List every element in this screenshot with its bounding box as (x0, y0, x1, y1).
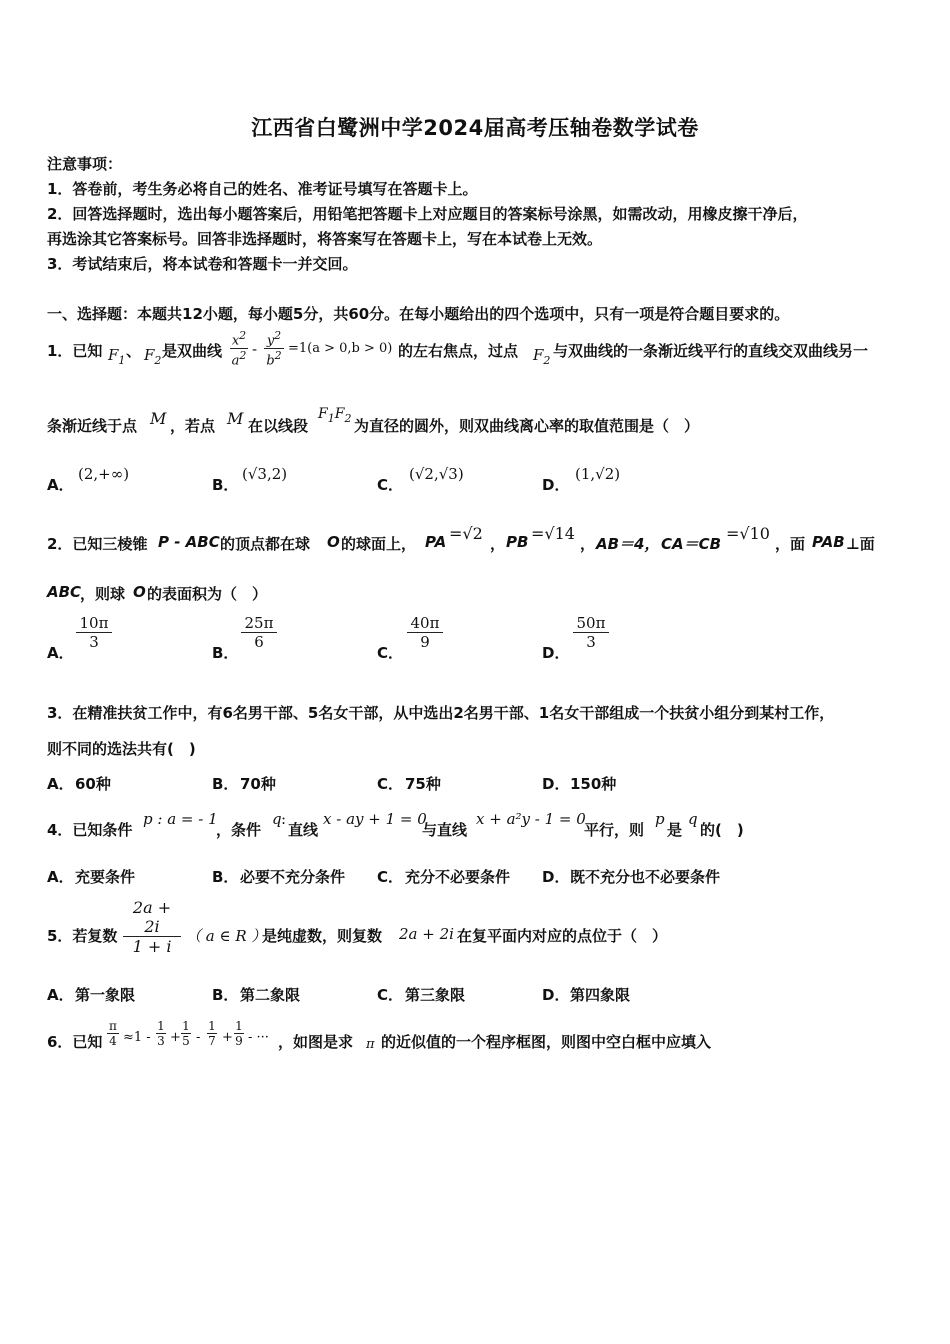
q4-colon: : (281, 810, 287, 828)
q6-term-4: 1 9 (235, 1019, 243, 1048)
q3-option-b-label: B． (212, 775, 239, 793)
q4-text-6: 是 (667, 821, 683, 839)
q2-text-4: ，面 (775, 535, 806, 553)
q4-option-b: 必要不充分条件 (240, 868, 346, 886)
q5-option-a-label: A． (47, 986, 74, 1004)
q1-option-d: (1,√2) (575, 465, 621, 483)
q3-option-b: 70种 (240, 775, 276, 793)
q4-option-c-label: C． (377, 868, 404, 886)
q2-text-7: 的表面积为（ ） (147, 585, 268, 603)
q4-text-3: 直线 (288, 821, 319, 839)
q2-O-b: O (133, 583, 146, 601)
q5-text-1: 5．若复数 (47, 927, 118, 945)
q1-minus: - (252, 340, 258, 358)
q4-option-a-label: A． (47, 868, 74, 886)
q2-pabc: P - ABC (158, 533, 220, 551)
q1-option-a-label: A． (47, 476, 74, 494)
q2-pa: PA (425, 533, 447, 551)
q1-option-d-label: D． (542, 476, 570, 494)
notice-item-3: 3．考试结束后，将本试卷和答题卡一并交回。 (47, 255, 358, 273)
q2-text-6: ，则球 (80, 585, 126, 603)
q6-text-3: 的近似值的一个程序框图，则图中空白框中应填入 (381, 1033, 712, 1051)
q5-option-b-label: B． (212, 986, 239, 1004)
q5-condition: （ a ∈ R ） (186, 927, 267, 945)
q6-text-2: ，如图是求 (278, 1033, 354, 1051)
q1-text-1: 1．已知 (47, 342, 103, 360)
q1-frac-x: $x^2$ $a^2$ (231, 329, 247, 369)
q2-pb: PB (506, 533, 529, 551)
q6-term-3: 1 7 (208, 1019, 216, 1048)
q2-option-d: 50π 3 (573, 614, 609, 651)
q4-option-d: 既不充分也不必要条件 (570, 868, 721, 886)
q4-line-1: x - ay + 1 = 0 (323, 810, 427, 828)
q6-plus-2: + (222, 1030, 233, 1045)
q3-option-a-label: A． (47, 775, 74, 793)
q4-option-b-label: B． (212, 868, 239, 886)
q6-plus-1: + (170, 1030, 181, 1045)
q1-frac-y: $y^2$ $b^2$ (264, 329, 284, 369)
q2-option-d-label: D． (542, 644, 570, 662)
q2-option-a: 10π 3 (76, 614, 112, 651)
q6-approx: ≈1 - (123, 1030, 151, 1045)
q1-option-a: (2,+∞) (78, 465, 130, 483)
q3-option-d-label: D． (542, 775, 570, 793)
q2-option-c: 40π 9 (407, 614, 443, 651)
q4-text-1: 4．已知条件 (47, 821, 133, 839)
notice-heading: 注意事项： (47, 155, 123, 173)
q1-sep: 、 (126, 342, 142, 360)
q1-M: M (150, 409, 167, 428)
q4-text-2: ，条件 (216, 821, 262, 839)
q4-option-d-label: D． (542, 868, 570, 886)
q1-option-b-label: B． (212, 476, 239, 494)
q2-text-1: 2．已知三棱锥 (47, 535, 148, 553)
q4-text-4: 与直线 (422, 821, 468, 839)
q2-option-c-label: C． (377, 644, 404, 662)
q1-text-3: 的左右焦点，过点 (398, 342, 519, 360)
q6-text-1: 6．已知 (47, 1033, 103, 1051)
q1-condition: =1(a > 0,b > 0) (288, 341, 393, 356)
q5-option-b: 第二象限 (240, 986, 301, 1004)
q1-option-c: (√2,√3) (409, 465, 464, 483)
q1-f1: $F_1$ (108, 346, 126, 367)
q2-O: O (327, 533, 340, 551)
q6-tail: - ··· (248, 1030, 269, 1045)
q3-line-1: 3．在精准扶贫工作中，有6名男干部、5名女干部，从中选出2名男干部、1名女干部组成一个扶贫小组分到某村工作， (47, 704, 835, 722)
q2-cacb: CA＝CB (661, 535, 722, 553)
q1-text-4: 与双曲线的一条渐近线平行的直线交双曲线另一 (553, 342, 869, 360)
q5-option-d-label: D． (542, 986, 570, 1004)
q1-M-b: M (227, 409, 244, 428)
q1-text-8: 为直径的圆外，则双曲线离心率的取值范围是（ ） (354, 417, 700, 435)
q4-q: q (272, 810, 282, 828)
q2-option-b-label: B． (212, 644, 239, 662)
notice-item-2: 2．回答选择题时，选出每小题答案后，用铅笔把答题卡上对应题目的答案标号涂黑，如需改动，用橡皮擦干净后， (47, 205, 808, 223)
q3-option-c-label: C． (377, 775, 404, 793)
q5-text-3: 在复平面内对应的点位于（ ） (457, 927, 668, 945)
q4-p-condition: p : a = - 1 (143, 810, 218, 828)
q3-option-c: 75种 (405, 775, 441, 793)
q5-option-d: 第四象限 (570, 986, 631, 1004)
notice-item-1: 1．答卷前，考生务必将自己的姓名、准考证号填写在答题卡上。 (47, 180, 478, 198)
section-heading: 一、选择题：本题共12小题，每小题5分，共60分。在每小题给出的四个选项中，只有一项是符合题目要求的。 (47, 305, 790, 323)
q2-option-b: 25π 6 (241, 614, 277, 651)
q2-pb-value: =√14 (531, 524, 575, 543)
q2-ab: AB＝4， (596, 535, 660, 553)
q2-pab: PAB (812, 533, 845, 551)
q6-pi-over-4: π 4 (107, 1019, 119, 1048)
q4-option-c: 充分不必要条件 (405, 868, 511, 886)
notice-item-2-cont: 再选涂其它答案标号。回答非选择题时，将答案写在答题卡上，写在本试卷上无效。 (47, 230, 603, 248)
q2-comma-2: ， (580, 535, 596, 553)
q1-f2: $F_2$ (144, 346, 162, 367)
q6-minus-1: - (196, 1030, 201, 1045)
q3-line-2: 则不同的选法共有( ) (47, 740, 196, 758)
q2-text-5: ⊥面 (846, 535, 875, 553)
q4-text-7: 的( ) (700, 821, 744, 839)
q1-text-6: ，若点 (170, 417, 216, 435)
q5-text-2: 是纯虚数，则复数 (262, 927, 383, 945)
q1-f2-b: $F_2$ (533, 346, 551, 367)
q4-p: p (655, 810, 665, 828)
q6-pi: π (366, 1037, 375, 1052)
q1-option-c-label: C． (377, 476, 404, 494)
q5-fraction: 2a + 2i 1 + i (123, 898, 181, 956)
q2-text-2: 的顶点都在球 (220, 535, 311, 553)
q4-text-5: 平行，则 (584, 821, 645, 839)
q1-option-b: (√3,2) (242, 465, 288, 483)
page-title: 江西省白鹭洲中学2024届高考压轴卷数学试卷 (251, 116, 699, 140)
q2-text-3: 的球面上， (341, 535, 417, 553)
q1-text-2: 是双曲线 (162, 342, 223, 360)
q5-option-c-label: C． (377, 986, 404, 1004)
q1-F1F2: $F_1F_2$ (318, 406, 352, 425)
q6-term-2: 1 5 (182, 1019, 190, 1048)
q2-abc: ABC (47, 583, 82, 601)
q5-option-a: 第一象限 (75, 986, 136, 1004)
q1-text-7: 在以线段 (248, 417, 309, 435)
q5-option-c: 第三象限 (405, 986, 466, 1004)
q2-cacb-value: =√10 (726, 524, 770, 543)
q3-option-d: 150种 (570, 775, 617, 793)
q2-pa-value: =√2 (449, 524, 483, 543)
q2-comma-1: ， (490, 535, 506, 553)
q3-option-a: 60种 (75, 775, 111, 793)
q5-expr: 2a + 2i (399, 925, 454, 943)
q4-line-2: x + a²y - 1 = 0 (476, 810, 586, 828)
q1-text-5: 条渐近线于点 (47, 417, 138, 435)
q4-option-a: 充要条件 (75, 868, 136, 886)
q2-option-a-label: A． (47, 644, 74, 662)
q4-q-b: q (688, 810, 698, 828)
q6-term-1: 1 3 (157, 1019, 165, 1048)
